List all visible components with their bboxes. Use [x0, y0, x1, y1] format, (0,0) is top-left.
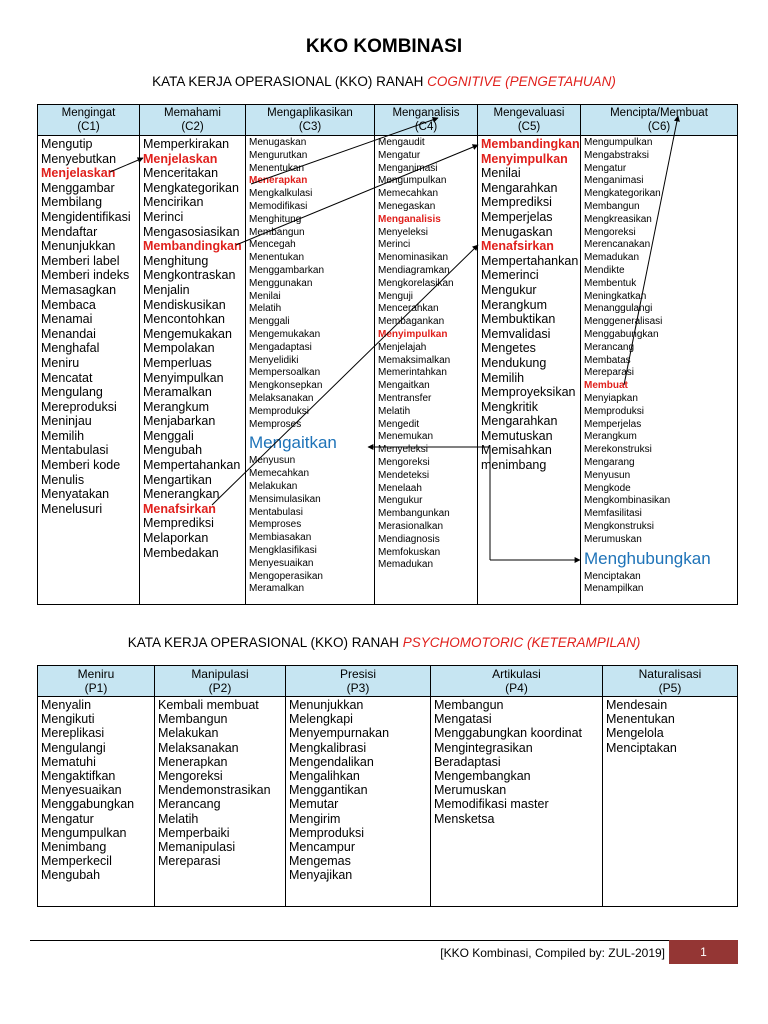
verb-item: Mengumpulkan	[41, 825, 127, 840]
verb-item: Mendemonstrasikan	[158, 783, 271, 798]
verb-item: Mengkalkulasi	[249, 188, 313, 200]
verb-item: Menafsirkan	[481, 239, 554, 254]
verb-item: Mencerahkan	[378, 303, 439, 315]
verb-item: Mengklasifikasi	[249, 544, 317, 556]
psychomotoric-col-items	[431, 697, 603, 907]
psychomotoric-col-items	[38, 697, 155, 907]
psychomotoric-col-code: (P3)	[346, 681, 370, 695]
verb-item: Menyimpulkan	[481, 151, 568, 166]
cognitive-col-items	[581, 136, 738, 605]
verb-item: Menggali	[143, 428, 194, 443]
verb-item: Menerapkan	[158, 754, 228, 769]
verb-item: Merekonstruksi	[584, 444, 652, 456]
verb-item: Menyajikan	[289, 868, 353, 883]
verb-item: Memproduksi	[289, 825, 365, 840]
verb-item: Menggantikan	[289, 783, 368, 798]
psychomotoric-table	[37, 665, 738, 907]
verb-item: Melengkapi	[289, 712, 353, 727]
verb-item: Melaporkan	[143, 531, 209, 546]
verb-item: Membangun	[158, 712, 228, 727]
verb-item: Merinci	[143, 209, 184, 224]
verb-item: Membaca	[41, 297, 96, 312]
verb-item: Mencatat	[41, 370, 93, 385]
verb-item: Memproses	[249, 519, 302, 531]
cognitive-col-code: (C3)	[298, 121, 322, 133]
psychomotoric-heading-prefix: KATA KERJA OPERASIONAL (KKO) RANAH	[127, 635, 400, 650]
cognitive-col-header	[375, 105, 478, 136]
verb-item: Mengumpulkan	[378, 175, 447, 187]
verb-item: Mengkonstruksi	[584, 520, 655, 532]
verb-item: Merumuskan	[584, 533, 642, 545]
verb-item: Menugaskan	[481, 224, 553, 239]
cognitive-col-name: Mengaplikasikan	[267, 107, 353, 119]
psychomotoric-col-header	[155, 666, 286, 697]
verb-item: Memutar	[289, 797, 339, 812]
verb-item: Melatih	[158, 811, 199, 826]
verb-item: Mengikuti	[41, 712, 95, 727]
cognitive-col-items	[38, 136, 140, 605]
verb-item: Mematuhi	[41, 754, 96, 769]
verb-item: Mengkontraskan	[143, 268, 236, 283]
verb-item: Memperjelas	[481, 209, 553, 224]
cognitive-col-code: (C1)	[77, 121, 100, 133]
verb-item: Memodifikasi master	[434, 797, 549, 812]
footer-text: [KKO Kombinasi, Compiled by: ZUL-2019]	[440, 946, 665, 960]
verb-item: Menguji	[378, 290, 414, 302]
verb-item: Mendeteksi	[378, 469, 430, 481]
verb-item: Mengirim	[289, 811, 341, 826]
verb-item: Merumuskan	[434, 783, 507, 798]
verb-item: Mengarang	[584, 456, 635, 468]
verb-item: Menentukan	[606, 712, 675, 727]
verb-item: Menganimasi	[378, 162, 438, 174]
verb-item: Mengelola	[606, 726, 664, 741]
verb-item: Mengaudit	[378, 137, 425, 148]
verb-item: Menentukan	[249, 252, 305, 264]
verb-item: Menilai	[249, 290, 281, 302]
verb-item: Menyeleksi	[378, 226, 429, 238]
verb-item: Mensimulasikan	[249, 493, 321, 505]
verb-item: menimbang	[481, 458, 547, 473]
verb-item: Membentuk	[584, 277, 637, 289]
verb-item: Mereparasi	[158, 854, 221, 869]
verb-item: Memperkirakan	[143, 137, 230, 151]
verb-item: Menyatakan	[41, 487, 110, 502]
verb-item: Memerintahkan	[378, 367, 447, 379]
page-title: KKO KOMBINASI	[305, 36, 463, 57]
verb-item: Mencampur	[289, 840, 355, 855]
verb-item: Menyelidiki	[249, 354, 299, 366]
verb-item: Mendiskusikan	[143, 297, 226, 312]
verb-item: Mendiagramkan	[378, 264, 450, 276]
cognitive-col-items	[478, 136, 581, 605]
verb-item: Memfokuskan	[378, 546, 441, 558]
cognitive-heading-prefix: KATA KERJA OPERASIONAL (KKO) RANAH	[152, 74, 424, 89]
verb-item: Memvalidasi	[481, 326, 551, 341]
verb-item: Membangun	[434, 698, 504, 712]
verb-item: Menimbang	[41, 840, 107, 855]
verb-item: Mengaktifkan	[41, 769, 116, 784]
verb-item: Memproduksi	[249, 405, 310, 417]
verb-item: Memperkecil	[41, 854, 112, 869]
verb-item: Menugaskan	[249, 137, 307, 148]
verb-item: Merasionalkan	[378, 520, 444, 532]
verb-item: Meniru	[41, 355, 80, 370]
verb-item: Menunjukkan	[41, 239, 116, 254]
cognitive-col-header	[140, 105, 246, 136]
verb-item: Memprediksi	[143, 516, 214, 531]
verb-item: Menghafal	[41, 341, 100, 356]
highlight-word: Mengaitkan	[249, 433, 337, 453]
verb-item: Mengadaptasi	[249, 341, 312, 353]
verb-item: Membiasakan	[249, 532, 312, 544]
verb-item: Mengkategorikan	[143, 180, 239, 195]
verb-item: Meninjau	[41, 414, 92, 429]
verb-item: Memadukan	[378, 559, 434, 571]
verb-item: Memfasilitasi	[584, 508, 642, 520]
cognitive-col-items	[375, 136, 478, 605]
verb-item: Membuktikan	[481, 312, 556, 327]
cognitive-table	[37, 104, 738, 605]
verb-item: Menggambar	[41, 180, 115, 195]
verb-item: Mendiagnosis	[378, 533, 440, 545]
verb-item: Membilang	[41, 195, 103, 210]
verb-item: Meramalkan	[143, 385, 212, 400]
verb-item: Menamai	[41, 312, 93, 327]
verb-item: Mengkorelasikan	[378, 277, 454, 289]
verb-item: Mereplikasi	[41, 726, 105, 741]
verb-item: Mengkritik	[481, 399, 538, 414]
verb-item: Melaksanakan	[158, 740, 239, 755]
verb-item: Memproses	[249, 418, 302, 430]
psychomotoric-col-name: Presisi	[339, 667, 376, 681]
verb-item: Menyalin	[41, 698, 92, 712]
highlight-word: Menghubungkan	[584, 548, 711, 568]
footer-divider	[30, 940, 738, 941]
cognitive-heading	[0, 74, 768, 89]
verb-item: Menyusun	[249, 455, 296, 467]
verb-item: Membandingkan	[143, 239, 242, 254]
verb-item: Mengartikan	[143, 472, 212, 487]
verb-item: Mencontohkan	[143, 312, 226, 327]
verb-item: Menggabungkan	[41, 797, 135, 812]
cognitive-col-name: Mengevaluasi	[493, 107, 565, 119]
verb-item: Menggali	[249, 316, 290, 328]
verb-item: Kembali membuat	[158, 698, 259, 712]
verb-item: Menjalin	[143, 282, 190, 297]
verb-item: Mengukur	[378, 495, 423, 507]
verb-item: Menggabungkan	[584, 328, 659, 340]
verb-item: Memilih	[481, 370, 525, 385]
cognitive-col-name: Mencipta/Membuat	[610, 107, 708, 119]
verb-item: Mereproduksi	[41, 399, 117, 414]
verb-item: Menafsirkan	[143, 501, 216, 516]
cognitive-col-code: (C2)	[181, 121, 204, 133]
verb-item: Mengatur	[584, 162, 627, 174]
verb-item: Meningkatkan	[584, 290, 647, 302]
verb-item: Memprediksi	[481, 195, 552, 210]
verb-item: Memerinci	[481, 268, 539, 283]
verb-item: Mentabulasi	[41, 443, 109, 458]
verb-item: Mengkonsepkan	[249, 380, 323, 392]
psychomotoric-col-code: (P2)	[208, 681, 232, 695]
verb-item: Membandingkan	[481, 137, 580, 151]
verb-item: Menjelaskan	[41, 166, 116, 181]
verb-item: Menyusun	[584, 469, 631, 481]
verb-item: Memproyeksikan	[481, 385, 576, 400]
verb-item: Menjelajah	[378, 341, 427, 353]
verb-item: Mengatur	[378, 149, 421, 161]
verb-item: Mentabulasi	[249, 506, 303, 518]
verb-item: Menyimpulkan	[143, 370, 224, 385]
verb-item: Mendukung	[481, 355, 547, 370]
verb-item: Membangunkan	[378, 508, 450, 520]
verb-item: Mereparasi	[584, 367, 635, 379]
cognitive-col-name: Mengingat	[61, 107, 116, 119]
verb-item: Mengurutkan	[249, 149, 308, 161]
verb-item: Memasagkan	[41, 282, 117, 297]
verb-item: Mempolakan	[143, 341, 215, 356]
verb-item: Menghitung	[249, 213, 302, 225]
verb-item: Memproduksi	[584, 405, 645, 417]
cognitive-col-header	[581, 105, 738, 136]
verb-item: Merencanakan	[584, 239, 651, 251]
verb-item: Mendikte	[584, 264, 625, 276]
verb-item: Merancang	[158, 797, 221, 812]
psychomotoric-col-items	[286, 697, 431, 907]
verb-item: Mengabstraksi	[584, 149, 650, 161]
verb-item: Mengemukakan	[143, 326, 232, 341]
cognitive-col-code: (C5)	[517, 121, 541, 133]
verb-item: Menggeneralisasi	[584, 316, 663, 328]
psychomotoric-col-code: (P5)	[658, 681, 682, 695]
cognitive-col-name: Memahami	[164, 107, 221, 119]
verb-item: Melakukan	[158, 726, 219, 741]
verb-item: Menegaskan	[378, 200, 436, 212]
verb-item: Menyesuaikan	[249, 557, 314, 569]
verb-item: Melakukan	[249, 480, 298, 492]
verb-item: Mendaftar	[41, 224, 98, 239]
verb-item: Menyebutkan	[41, 151, 117, 166]
verb-item: Menyesuaikan	[41, 783, 122, 798]
verb-item: Memberi kode	[41, 458, 121, 473]
verb-item: Mengedit	[378, 418, 420, 430]
verb-item: Merancang	[584, 341, 635, 353]
verb-item: Menggabungkan koordinat	[434, 726, 583, 741]
verb-item: Memperbaiki	[158, 825, 230, 840]
verb-item: Memaksimalkan	[378, 354, 451, 366]
verb-item: Menerangkan	[143, 487, 220, 502]
verb-item: Mengulang	[41, 385, 103, 400]
cognitive-col-items	[140, 136, 246, 605]
verb-item: Memecahkan	[249, 468, 310, 480]
verb-item: Menggunakan	[249, 277, 313, 289]
verb-item: Menulis	[41, 472, 85, 487]
psychomotoric-col-code: (P4)	[505, 681, 528, 695]
verb-item: Menampilkan	[584, 583, 644, 595]
psychomotoric-col-header	[286, 666, 431, 697]
verb-item: Memisahkan	[481, 443, 552, 458]
verb-item: Memberi label	[41, 253, 120, 268]
psychomotoric-col-header	[38, 666, 155, 697]
verb-item: Mengumpulkan	[584, 137, 653, 148]
verb-item: Mengkategorikan	[584, 188, 661, 200]
verb-item: Mengulangi	[41, 740, 106, 755]
psychomotoric-col-header	[431, 666, 603, 697]
verb-item: Mengkreasikan	[584, 213, 652, 225]
psychomotoric-col-name: Artikulasi	[492, 667, 541, 681]
cognitive-col-code: (C4)	[414, 121, 438, 133]
verb-item: Menelusuri	[41, 501, 103, 516]
verb-item: Menciptakan	[584, 570, 641, 582]
verb-item: Mentransfer	[378, 392, 432, 404]
cognitive-col-name: Menganalisis	[392, 107, 460, 119]
verb-item: Menganimasi	[584, 175, 644, 187]
verb-item: Mensketsa	[434, 811, 495, 826]
verb-item: Mengintegrasikan	[434, 740, 533, 755]
verb-item: Mengetes	[481, 341, 536, 356]
verb-item: Mempersoalkan	[249, 367, 321, 379]
verb-item: Mencirikan	[143, 195, 204, 210]
verb-item: Mengasosiasikan	[143, 224, 240, 239]
verb-item: Beradaptasi	[434, 754, 501, 769]
verb-item: Mengukur	[481, 282, 537, 297]
verb-item: Mengoreksi	[158, 769, 223, 784]
cognitive-col-items	[246, 136, 375, 605]
verb-item: Memilih	[41, 428, 85, 443]
verb-item: Memodifikasi	[249, 200, 308, 212]
verb-item: Memperluas	[143, 355, 212, 370]
verb-item: Menemukan	[378, 431, 434, 443]
verb-item: Menerapkan	[249, 175, 308, 187]
page-number: 1	[669, 940, 738, 964]
verb-item: Memperjelas	[584, 418, 642, 430]
verb-item: Mengkombinasikan	[584, 495, 671, 507]
cognitive-col-header	[38, 105, 140, 136]
verb-item: Mengoperasikan	[249, 570, 323, 582]
verb-item: Mengarahkan	[481, 414, 558, 429]
verb-item: Memecahkan	[378, 188, 439, 200]
verb-item: Merangkum	[143, 399, 209, 414]
verb-item: Menyeleksi	[378, 444, 429, 456]
verb-item: Mendesain	[606, 698, 668, 712]
verb-item: Mengatur	[41, 811, 94, 826]
verb-item: Mempertahankan	[481, 253, 579, 268]
verb-item: Mengarahkan	[481, 180, 558, 195]
verb-item: Menilai	[481, 166, 521, 181]
verb-item: Melaksanakan	[249, 392, 314, 404]
verb-item: Mengaitkan	[378, 380, 430, 392]
verb-item: Menjelaskan	[143, 151, 218, 166]
verb-item: Menganalisis	[378, 213, 441, 225]
verb-item: Mengidentifikasi	[41, 209, 131, 224]
verb-item: Menyempurnakan	[289, 726, 390, 741]
verb-item: Menggambarkan	[249, 264, 325, 276]
verb-item: Mengalihkan	[289, 769, 360, 784]
psychomotoric-heading-domain: PSYCHOMOTORIC (KETERAMPILAN)	[402, 635, 641, 650]
verb-item: Membangun	[249, 226, 305, 238]
psychomotoric-col-name: Manipulasi	[191, 667, 249, 681]
verb-item: Menunjukkan	[289, 698, 364, 712]
verb-item: Mencegah	[249, 239, 296, 251]
verb-item: Membedakan	[143, 545, 219, 560]
verb-item: Menanggulangi	[584, 303, 653, 315]
psychomotoric-col-name: Naturalisasi	[638, 667, 702, 681]
verb-item: Mengubah	[41, 868, 101, 883]
verb-item: Merinci	[378, 239, 411, 251]
cognitive-col-code: (C6)	[647, 121, 671, 133]
verb-item: Mengendalikan	[289, 754, 374, 769]
verb-item: Menominasikan	[378, 252, 449, 264]
verb-item: Membagankan	[378, 316, 445, 328]
verb-item: Mengemas	[289, 854, 351, 869]
psychomotoric-col-name: Meniru	[77, 667, 115, 681]
verb-item: Mengoreksi	[584, 226, 636, 238]
verb-item: Melatih	[378, 405, 411, 417]
verb-item: Menceritakan	[143, 166, 219, 181]
verb-item: Mempertahankan	[143, 458, 241, 473]
verb-item: Menciptakan	[606, 740, 677, 755]
verb-item: Menghitung	[143, 253, 209, 268]
verb-item: Menjabarkan	[143, 414, 216, 429]
verb-item: Merangkum	[584, 431, 637, 443]
verb-item: Memadukan	[584, 252, 640, 264]
verb-item: Memberi indeks	[41, 268, 130, 283]
cognitive-heading-domain: COGNITIVE (PENGETAHUAN)	[427, 74, 616, 89]
verb-item: Mengkalibrasi	[289, 740, 367, 755]
verb-item: Menelaah	[378, 482, 422, 494]
verb-item: Meramalkan	[249, 583, 305, 595]
verb-item: Merangkum	[481, 297, 547, 312]
verb-item: Mengemukakan	[249, 328, 321, 340]
psychomotoric-col-header	[603, 666, 738, 697]
cognitive-col-header	[246, 105, 375, 136]
verb-item: Menandai	[41, 326, 96, 341]
verb-item: Mengembangkan	[434, 769, 531, 784]
verb-item: Mengoreksi	[378, 456, 430, 468]
psychomotoric-col-items	[603, 697, 738, 907]
verb-item: Memutuskan	[481, 428, 553, 443]
verb-item: Menyiapkan	[584, 392, 638, 404]
psychomotoric-heading	[0, 635, 768, 650]
cognitive-col-header	[478, 105, 581, 136]
verb-item: Melatih	[249, 303, 282, 315]
psychomotoric-col-items	[155, 697, 286, 907]
verb-item: Mengkode	[584, 482, 631, 494]
verb-item: Menyimpulkan	[378, 328, 448, 340]
psychomotoric-col-code: (P1)	[84, 681, 108, 695]
verb-item: Membatas	[584, 354, 631, 366]
verb-item: Mengatasi	[434, 712, 492, 727]
verb-item: Membangun	[584, 200, 640, 212]
verb-item: Memanipulasi	[158, 840, 236, 855]
verb-item: Mengubah	[143, 443, 203, 458]
verb-item: Membuat	[584, 380, 628, 392]
verb-item: Mengutip	[41, 137, 93, 151]
verb-item: Menentukan	[249, 162, 305, 174]
